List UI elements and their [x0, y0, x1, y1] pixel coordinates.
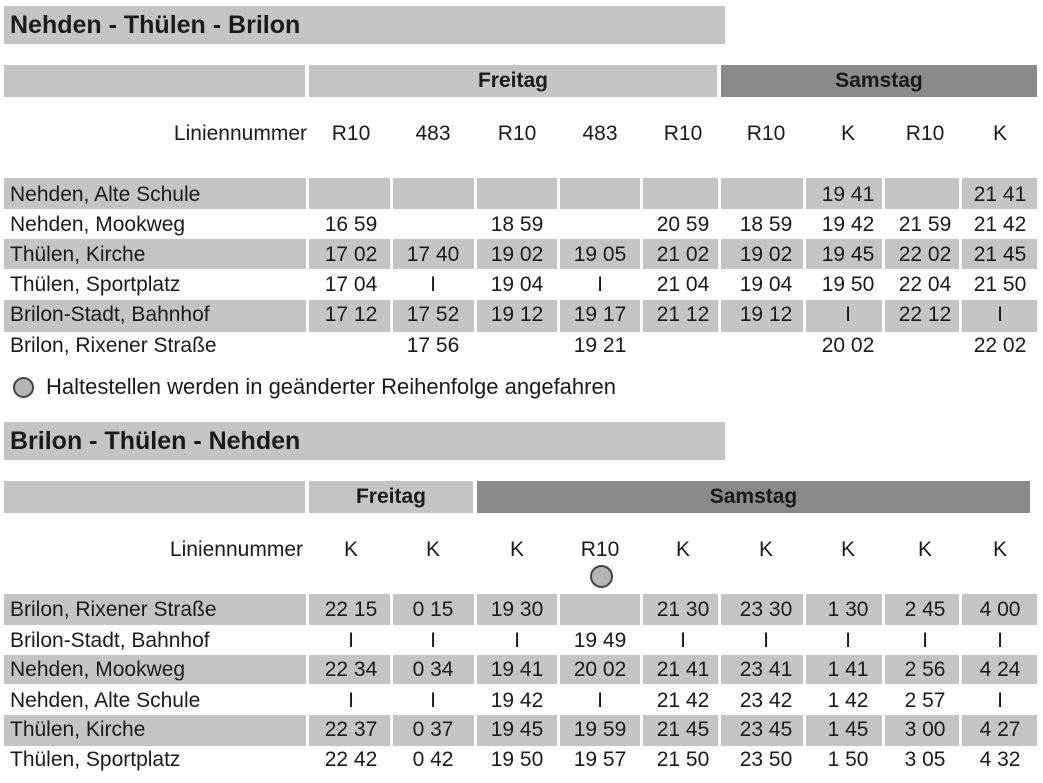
departure-time: 0 37 [412, 718, 454, 741]
departure-time: 21 50 [656, 748, 710, 771]
sec2-line-number: K [758, 538, 773, 561]
departure-time: 20 59 [656, 213, 710, 236]
stop-name: Nehden, Mookweg [10, 658, 186, 681]
departure-time: 21 50 [973, 273, 1027, 296]
sec2-line-number: K [425, 538, 440, 561]
departure-time: 19 50 [821, 273, 875, 296]
sec1-line-number: K [840, 122, 855, 145]
sec2-column-divider [557, 594, 560, 625]
departure-time: 19 04 [490, 273, 544, 296]
departure-time: 19 50 [490, 748, 544, 771]
sec2-column-divider [306, 715, 309, 746]
departure-time: 19 49 [573, 629, 627, 652]
section1-samstag-header: Samstag [721, 65, 1037, 97]
departure-time: 0 34 [412, 658, 454, 681]
departure-time: 1 50 [827, 748, 869, 771]
departure-time: 1 30 [827, 598, 869, 621]
departure-time: 22 42 [324, 748, 378, 771]
sec1-column-divider [640, 178, 643, 209]
stop-name: Thülen, Kirche [10, 718, 146, 741]
section2-title: Brilon - Thülen - Nehden [4, 422, 725, 460]
departure-time: 23 42 [739, 689, 793, 712]
departure-time: 4 32 [979, 748, 1021, 771]
sec1-column-divider [803, 178, 806, 209]
sec1-line-number: R10 [497, 122, 537, 145]
stop-name: Brilon-Stadt, Bahnhof [10, 303, 210, 326]
passes-without-stop-marker: I [430, 689, 436, 712]
stop-name: Nehden, Alte Schule [10, 183, 201, 206]
sec1-line-number: 483 [582, 122, 618, 145]
departure-time: 22 04 [898, 273, 952, 296]
section2-row-divider [4, 684, 1037, 686]
passes-without-stop-marker: I [997, 303, 1003, 326]
departure-time: 19 30 [490, 598, 544, 621]
departure-time: 22 15 [324, 598, 378, 621]
departure-time: 22 02 [898, 243, 952, 266]
stop-name: Brilon-Stadt, Bahnhof [10, 629, 210, 652]
departure-time: 1 45 [827, 718, 869, 741]
departure-time: 19 17 [573, 303, 627, 326]
departure-time: 17 56 [406, 334, 460, 357]
departure-time: 21 04 [656, 273, 710, 296]
passes-without-stop-marker: I [845, 629, 851, 652]
passes-without-stop-marker: I [680, 629, 686, 652]
departure-time: 20 02 [821, 334, 875, 357]
stop-name: Brilon, Rixener Straße [10, 334, 217, 357]
departure-time: 19 45 [490, 718, 544, 741]
departure-time: 22 12 [898, 303, 952, 326]
passes-without-stop-marker: I [997, 689, 1003, 712]
departure-time: 21 12 [656, 303, 710, 326]
departure-time: 21 59 [898, 213, 952, 236]
departure-time: 3 05 [904, 748, 946, 771]
departure-time: 19 04 [739, 273, 793, 296]
sec1-line-number: R10 [905, 122, 945, 145]
departure-time: 2 45 [904, 598, 946, 621]
departure-time: 21 41 [656, 658, 710, 681]
sec2-line-number: K [917, 538, 932, 561]
departure-time: 19 42 [490, 689, 544, 712]
departure-time: 19 02 [739, 243, 793, 266]
sec2-line-number: K [840, 538, 855, 561]
departure-time: 22 37 [324, 718, 378, 741]
departure-time: 19 41 [490, 658, 544, 681]
passes-without-stop-marker: I [348, 689, 354, 712]
passes-without-stop-marker: I [997, 629, 1003, 652]
departure-time: 1 41 [827, 658, 869, 681]
sec2-line-number: K [675, 538, 690, 561]
section2-samstag-header: Samstag [477, 481, 1030, 513]
departure-time: 19 41 [821, 183, 875, 206]
departure-time: 23 45 [739, 718, 793, 741]
passes-without-stop-marker: I [597, 689, 603, 712]
section2-liniennummer-label: Liniennummer [169, 538, 303, 561]
departure-time: 23 41 [739, 658, 793, 681]
departure-time: 2 56 [904, 658, 946, 681]
sec1-column-divider [306, 239, 309, 269]
departure-time: 22 02 [973, 334, 1027, 357]
departure-time: 3 00 [904, 718, 946, 741]
sec2-line-number: K [509, 538, 524, 561]
departure-time: 21 45 [973, 243, 1027, 266]
departure-time: 20 02 [573, 658, 627, 681]
passes-without-stop-marker: I [430, 273, 436, 296]
sec2-column-divider [306, 594, 309, 625]
departure-time: 17 02 [324, 243, 378, 266]
passes-without-stop-marker: I [514, 629, 520, 652]
departure-time: 0 15 [412, 598, 454, 621]
stop-name: Brilon, Rixener Straße [10, 598, 217, 621]
departure-time: 23 50 [739, 748, 793, 771]
passes-without-stop-marker: I [597, 273, 603, 296]
departure-time: 18 59 [739, 213, 793, 236]
departure-time: 19 12 [490, 303, 544, 326]
departure-time: 21 45 [656, 718, 710, 741]
sec1-column-divider [557, 178, 560, 209]
departure-time: 21 42 [656, 689, 710, 712]
sec2-line-number: K [992, 538, 1007, 561]
departure-time: 19 05 [573, 243, 627, 266]
section2-freitag-header: Freitag [309, 481, 473, 513]
departure-time: 19 42 [821, 213, 875, 236]
section1-title: Nehden - Thülen - Brilon [4, 6, 725, 44]
departure-time: 17 52 [406, 303, 460, 326]
stop-name: Nehden, Mookweg [10, 213, 186, 236]
stop-name: Thülen, Sportplatz [10, 273, 181, 296]
sec1-line-number: K [992, 122, 1007, 145]
departure-time: 17 12 [324, 303, 378, 326]
passes-without-stop-marker: I [845, 303, 851, 326]
passes-without-stop-marker: I [430, 629, 436, 652]
changed-order-circle-icon [590, 565, 613, 588]
departure-time: 4 24 [979, 658, 1021, 681]
departure-time: 16 59 [324, 213, 378, 236]
departure-time: 17 04 [324, 273, 378, 296]
legend-text: Haltestellen werden in geänderter Reihenfolge angefahren [46, 374, 616, 399]
departure-time: 19 57 [573, 748, 627, 771]
sec1-column-divider [474, 178, 477, 209]
sec1-line-number: 483 [415, 122, 451, 145]
passes-without-stop-marker: I [763, 629, 769, 652]
sec1-column-divider [718, 178, 721, 209]
sec1-line-number: R10 [746, 122, 786, 145]
departure-time: 22 34 [324, 658, 378, 681]
sec2-column-divider [306, 655, 309, 684]
section1-freitag-header: Freitag [309, 65, 717, 97]
departure-time: 19 45 [821, 243, 875, 266]
stop-name: Thülen, Sportplatz [10, 748, 181, 771]
departure-time: 17 40 [406, 243, 460, 266]
stop-name: Nehden, Alte Schule [10, 689, 201, 712]
section1-header-corner [4, 65, 305, 97]
sec2-line-number: R10 [580, 538, 620, 561]
sec1-column-divider [306, 178, 309, 209]
departure-time: 18 59 [490, 213, 544, 236]
sec1-column-divider [390, 178, 393, 209]
departure-time: 21 30 [656, 598, 710, 621]
departure-time: 1 42 [827, 689, 869, 712]
section2-header-corner [4, 481, 305, 513]
sec1-line-number: R10 [663, 122, 703, 145]
sec2-line-number: K [343, 538, 358, 561]
departure-time: 21 41 [973, 183, 1027, 206]
departure-time: 23 30 [739, 598, 793, 621]
departure-time: 21 02 [656, 243, 710, 266]
legend-circle-icon [13, 377, 34, 398]
departure-time: 19 12 [739, 303, 793, 326]
departure-time: 21 42 [973, 213, 1027, 236]
departure-time: 19 02 [490, 243, 544, 266]
stop-name: Thülen, Kirche [10, 243, 146, 266]
passes-without-stop-marker: I [922, 629, 928, 652]
sec1-line-number: R10 [331, 122, 371, 145]
departure-time: 19 59 [573, 718, 627, 741]
sec1-column-divider [306, 300, 309, 332]
departure-time: 2 57 [904, 689, 946, 712]
passes-without-stop-marker: I [348, 629, 354, 652]
departure-time: 19 21 [573, 334, 627, 357]
departure-time: 4 27 [979, 718, 1021, 741]
departure-time: 0 42 [412, 748, 454, 771]
departure-time: 4 00 [979, 598, 1021, 621]
section1-liniennummer-label: Liniennummer [173, 122, 307, 145]
